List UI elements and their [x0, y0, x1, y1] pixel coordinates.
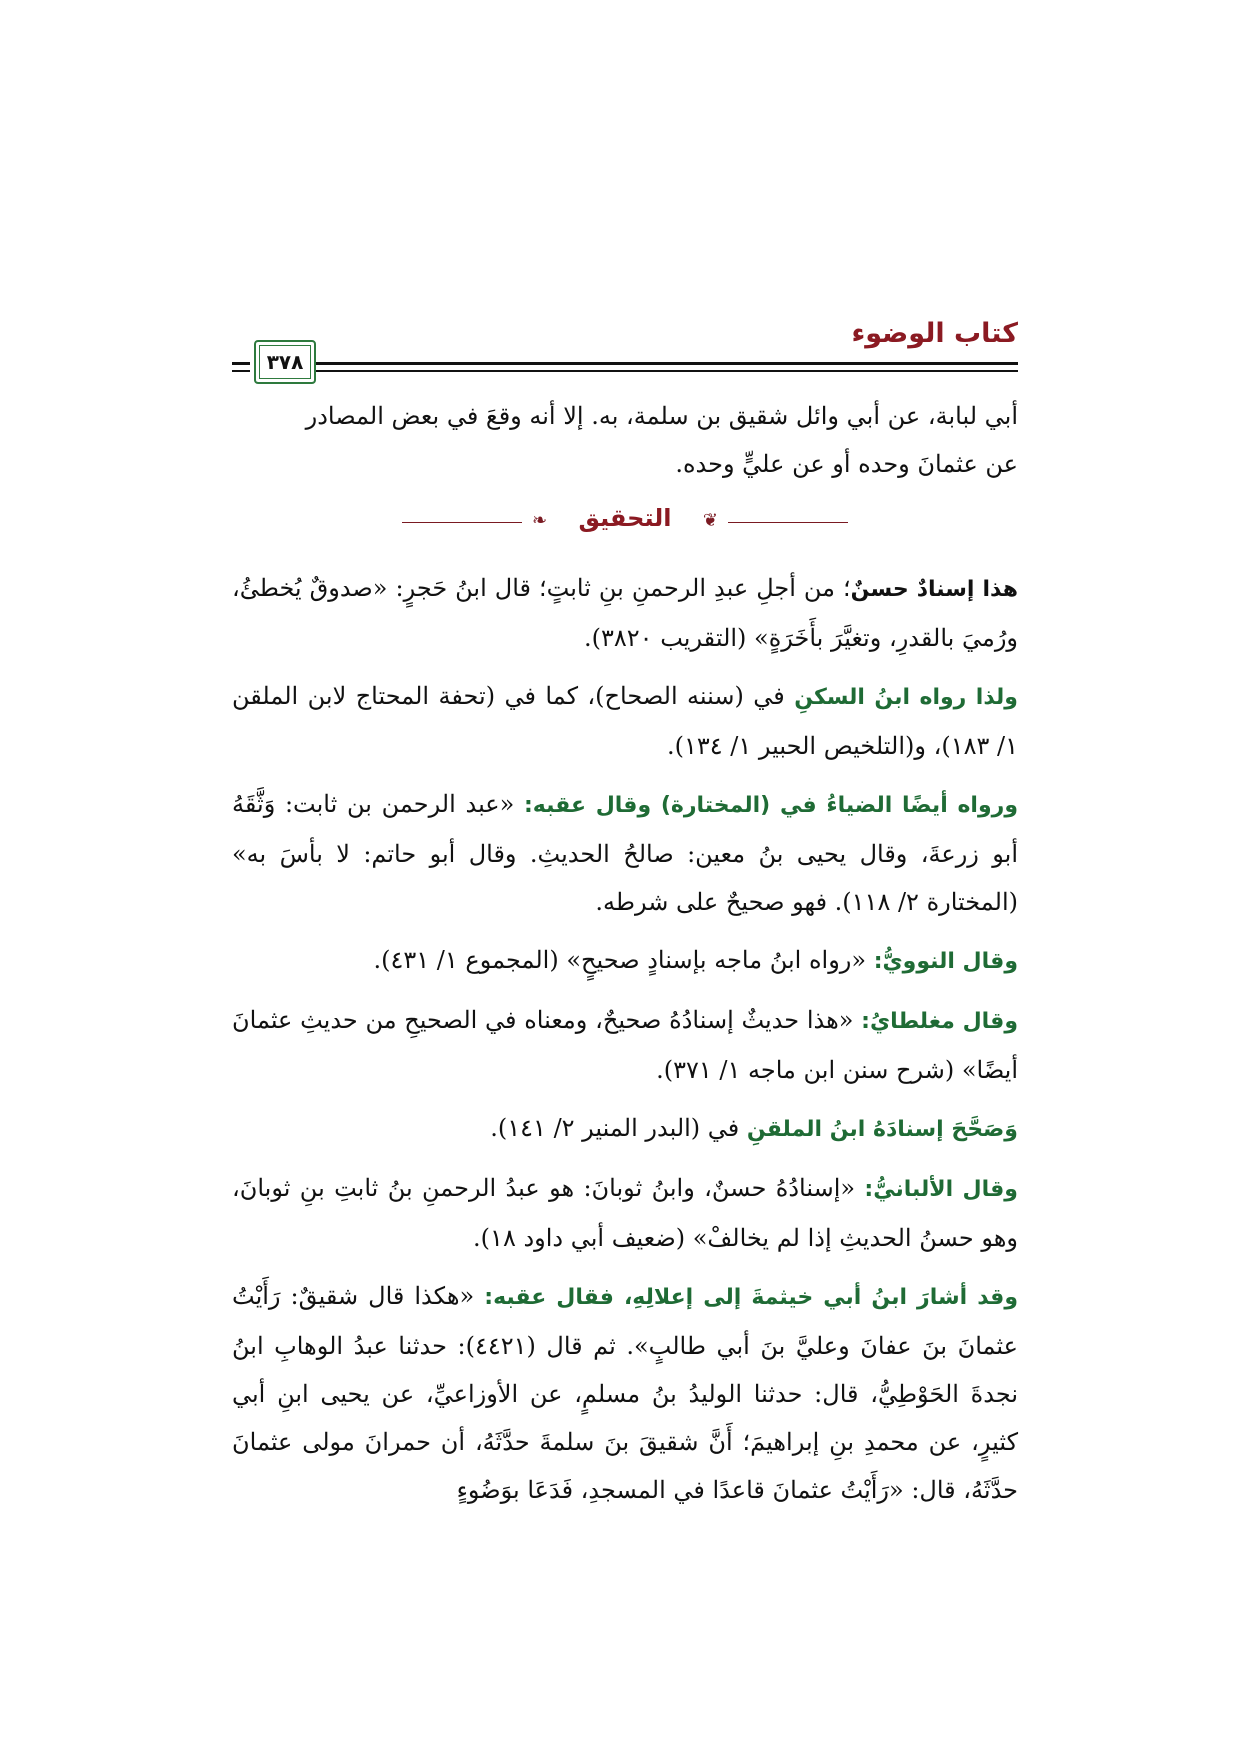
paragraph-lead: وقال النوويُّ: [873, 949, 1018, 974]
paragraph-text: في (سننه الصحاح)، كما في (تحفة المحتاج لابن الملقن ١/ ١٨٣)، و(التلخيص الحبير ١/ ١٣٤). [232, 682, 1018, 760]
intro-line-1: أبي لبابة، عن أبي وائل شقيق بن سلمة، به. إلا أنه وقعَ في بعض المصادر [305, 402, 1018, 430]
paragraph-lead: وقال الألبانيُّ: [864, 1177, 1018, 1202]
paragraph-lead: ولذا رواه ابنُ السكنِ [794, 685, 1018, 710]
paragraph-lead: وَصَحَّحَ إسنادَهُ ابنُ الملقنِ [746, 1117, 1018, 1142]
ornament-right-icon: ❦ [702, 510, 718, 531]
paragraph-lead: هذا إسنادٌ حسنٌ [850, 577, 1018, 602]
intro-paragraph [232, 392, 1018, 488]
paragraph-text: «هكذا قال شقيقٌ: رَأَيْتُ عثمانَ بنَ عفانَ وعليَّ بنَ أبي طالبٍ». ثم قال (٤٤٢١): حدثنا عبدُ الوهابِ ابنُ نجدةَ الحَوْطِيُّ، قال: حدثنا الوليدُ بنُ مسلمٍ، عن الأوزاعيِّ، عن يحيى ابنِ أبي كثيرٍ، عن محمدِ بنِ إبراهيمَ؛ أَنَّ شقيقَ بنَ سلمةَ حدَّثَهُ، أن حمرانَ مولى عثمانَ حدَّثَهُ، قال: «رَأَيْتُ عثمانَ قاعدًا في المسجدِ، فَدَعَا بوَضُوءٍ [232, 1282, 1018, 1504]
commentary-paragraph [232, 564, 1018, 662]
commentary-paragraphs [232, 564, 1018, 1514]
header-rule-left-top [232, 362, 250, 365]
book-title: كتاب الوضوء [851, 318, 1018, 349]
page-number: ٣٧٨ [266, 350, 304, 374]
section-heading [232, 498, 1018, 546]
commentary-paragraph [232, 1164, 1018, 1262]
section-title: التحقيق [578, 504, 672, 532]
ornament-left-icon: ❧ [532, 510, 548, 531]
commentary-paragraph [232, 936, 1018, 986]
commentary-paragraph [232, 780, 1018, 926]
page-content [232, 392, 1018, 1524]
commentary-paragraph [232, 996, 1018, 1094]
paragraph-lead: وقال مغلطايُ: [861, 1009, 1018, 1034]
section-rule-left [402, 522, 522, 523]
paragraph-text: في (البدر المنير ٢/ ١٤١). [490, 1114, 747, 1142]
commentary-paragraph [232, 1272, 1018, 1514]
header-rule-bottom [316, 370, 1018, 372]
paragraph-lead: ورواه أيضًا الضياءُ في (المختارة) وقال عقبه: [524, 793, 1018, 818]
paragraph-text: «عبد الرحمن بن ثابت: وَثَّقَهُ أبو زرعةَ، وقال يحيى بنُ معين: صالحُ الحديثِ. وقال أبو حاتم: لا بأسَ به» (المختارة ٢/ ١١٨). فهو صحيحٌ على شرطه. [232, 790, 1018, 916]
page-number-badge [254, 340, 316, 384]
commentary-paragraph [232, 1104, 1018, 1154]
header-rule-left-bottom [232, 370, 250, 372]
commentary-paragraph [232, 672, 1018, 770]
intro-line-2: عن عثمانَ وحده أو عن عليٍّ وحده. [675, 450, 1018, 478]
paragraph-text: «رواه ابنُ ماجه بإسنادٍ صحيحٍ» (المجموع ١/ ٤٣١). [373, 946, 874, 974]
page-header [232, 318, 1018, 382]
paragraph-text: «إسنادُهُ حسنٌ، وابنُ ثوبانَ: هو عبدُ الرحمنِ بنُ ثابتِ بنِ ثوبانَ، وهو حسنُ الحديثِ إذا لم يخالفْ» (ضعيف أبي داود ١٨). [232, 1174, 1018, 1252]
header-rule-top [316, 362, 1018, 365]
paragraph-text: «هذا حديثٌ إسنادُهُ صحيحٌ، ومعناه في الصحيحِ من حديثِ عثمانَ أيضًا» (شرح سنن ابن ماجه ١/ ٣٧١). [232, 1006, 1018, 1084]
paragraph-text: ؛ من أجلِ عبدِ الرحمنِ بنِ ثابتٍ؛ قال ابنُ حَجرٍ: «صدوقٌ يُخطئُ، ورُميَ بالقدرِ، وتغيَّرَ بأَخَرَةٍ» (التقريب ٣٨٢٠). [232, 574, 1018, 652]
paragraph-lead: وقد أشارَ ابنُ أبي خيثمةَ إلى إعلالِهِ، فقال عقبه: [484, 1285, 1018, 1310]
